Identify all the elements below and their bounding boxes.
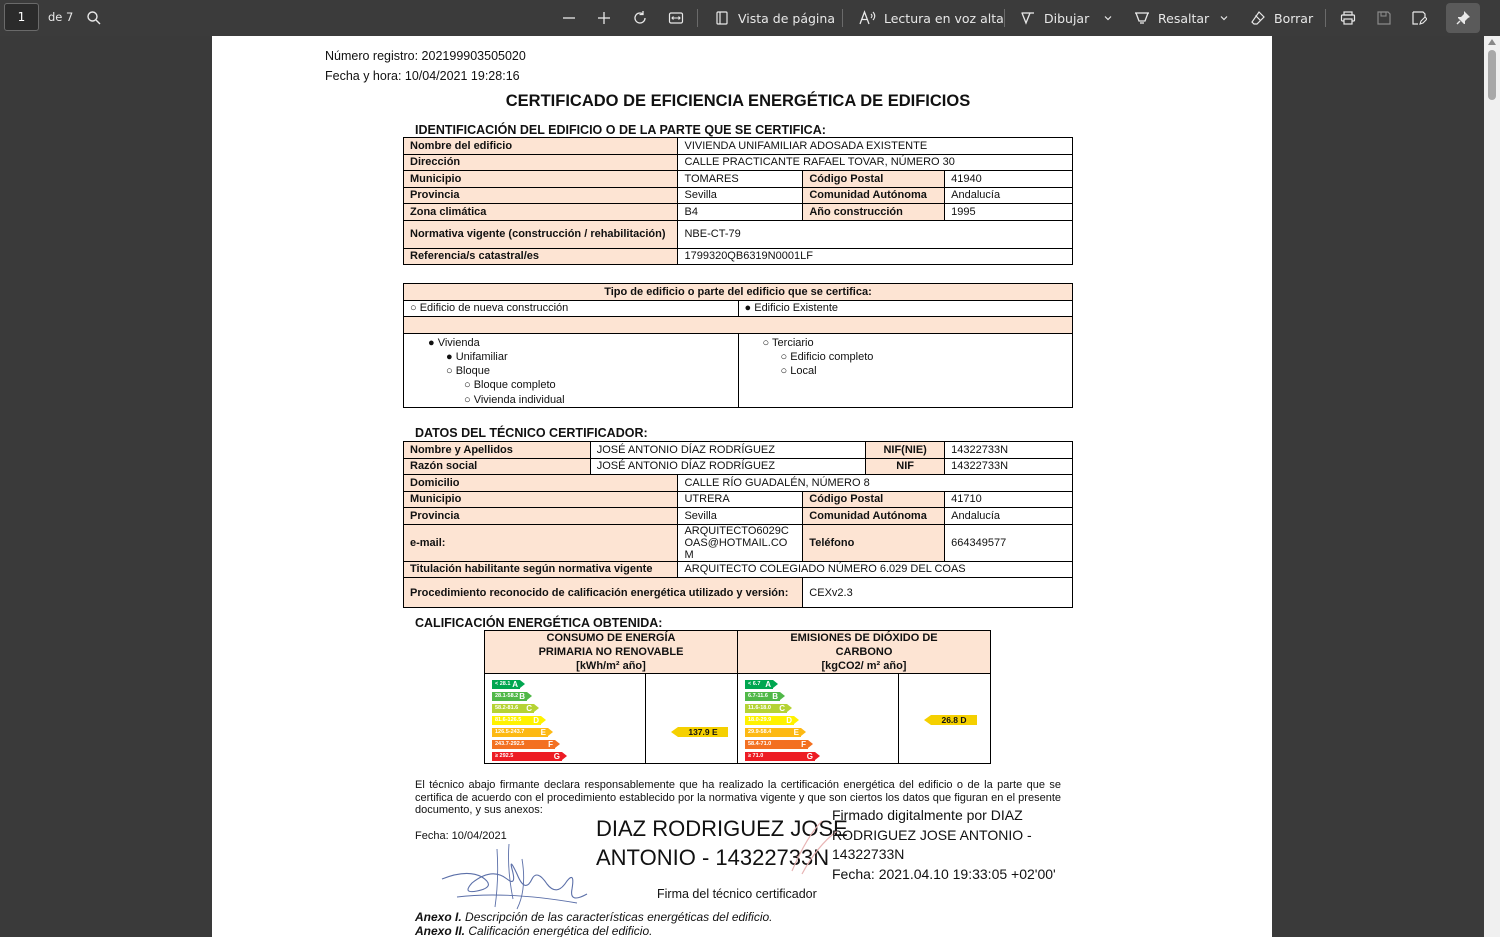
save-as-icon [1411, 10, 1427, 26]
cell-value: NBE-CT-79 [678, 220, 1073, 248]
zoom-in-button[interactable] [590, 3, 618, 33]
scale-bar [492, 740, 555, 749]
cell-value: JOSÉ ANTONIO DÍAZ RODRÍGUEZ [590, 458, 865, 475]
draw-button[interactable] [1014, 3, 1095, 33]
vertical-scrollbar[interactable] [1484, 36, 1500, 937]
cell-value: 14322733N [945, 442, 1073, 459]
scale-bar [492, 728, 548, 737]
fecha-firma: Fecha: 10/04/2021 [415, 830, 507, 842]
scale-range: 29.9-58.4 [748, 729, 772, 735]
eraser-icon [1250, 10, 1266, 26]
scale-letter: G [553, 751, 560, 761]
pen-icon [1020, 10, 1036, 26]
scale-range: 243.7-292.5 [495, 741, 525, 747]
consumo-header-line: [kWh/m² año] [576, 660, 646, 672]
cell-label: Provincia [404, 187, 678, 204]
anexo-text: Descripción de las características energéticas del edificio. [465, 910, 773, 924]
cell-value: 1995 [945, 204, 1073, 221]
firma-digital-line: 14322733N [832, 846, 905, 862]
scale-range: ≥ 292.5 [495, 753, 514, 759]
scale-tip [794, 716, 799, 724]
scale-letter: C [526, 703, 532, 713]
emisiones-scale [745, 678, 820, 762]
scale-row-g [745, 750, 820, 762]
cell-value: UTRERA [678, 491, 803, 508]
scale-letter: F [548, 739, 553, 749]
cell-label: Normativa vigente (construcción / rehabilitación) [404, 220, 678, 248]
calif-section-title: CALIFICACIÓN ENERGÉTICA OBTENIDA: [415, 616, 663, 630]
declaracion-text: El técnico abajo firmante declara responsablemente que ha realizado la certificación energética del edificio o de la parte que se certifica de acuerdo con el procedimiento establecido por la normativa vigente y que son ciertos los datos que figuran en el presente documento, y sus anexos: [415, 779, 1061, 816]
tecnico-section-title: DATOS DEL TÉCNICO CERTIFICADOR: [415, 426, 648, 440]
scale-range: 58.4-71.0 [748, 741, 772, 747]
scale-tip [801, 728, 806, 736]
scale-row-a [745, 678, 820, 690]
scale-letter: G [806, 751, 813, 761]
scale-letter: D [786, 715, 792, 725]
cell-label: Nombre y Apellidos [404, 442, 591, 459]
option-local: ○ Local [780, 365, 817, 378]
firma-digital-line: Firmado digitalmente por DIAZ [832, 807, 1023, 823]
option-terciario: ○ Terciario [762, 336, 814, 349]
scale-tip [787, 704, 792, 712]
rotate-button[interactable] [626, 3, 654, 33]
page-view-icon [714, 10, 730, 26]
consumo-scale [492, 678, 567, 762]
search-button[interactable] [80, 3, 108, 33]
scale-row-f [492, 738, 567, 750]
table-row [404, 171, 1073, 188]
scale-row-b [492, 690, 567, 702]
scale-row-a [492, 678, 567, 690]
highlight-button[interactable] [1128, 3, 1215, 33]
read-aloud-icon [858, 10, 876, 26]
scale-letter: E [793, 727, 799, 737]
toolbar-divider [842, 9, 843, 27]
scale-bar [745, 740, 808, 749]
cell-value: 41710 [945, 491, 1073, 508]
cell-label: Titulación habilitante según normativa vigente [404, 561, 678, 578]
page-view-label: Vista de página [738, 10, 835, 26]
table-row [404, 561, 1073, 578]
scale-range: 58.2-81.6 [495, 705, 519, 711]
scale-bar [492, 716, 541, 725]
cell-value: CALLE RÍO GUADALÉN, NÚMERO 8 [678, 475, 1073, 492]
fecha-hora: Fecha y hora: 10/04/2021 19:28:16 [325, 69, 520, 83]
pdf-toolbar [0, 0, 1500, 36]
table-row [404, 442, 1073, 459]
cell-label: NIF [866, 458, 945, 475]
cell-value: Sevilla [678, 187, 803, 204]
scale-letter: A [512, 679, 518, 689]
ident-section-title: IDENTIFICACIÓN DEL EDIFICIO O DE LA PARTE QUE SE CERTIFICA: [415, 123, 826, 137]
scale-range: ≥ 71.0 [748, 753, 764, 759]
scale-tip [780, 692, 785, 700]
fit-width-button[interactable] [662, 3, 690, 33]
toolbar-divider [697, 9, 698, 27]
emisiones-header-line: CARBONO [835, 646, 893, 658]
scale-tip [808, 740, 813, 748]
consumo-header-line: CONSUMO DE ENERGÍA [546, 632, 676, 644]
scale-bar [492, 704, 534, 713]
draw-options-button[interactable] [1097, 3, 1119, 33]
scale-row-d [745, 714, 820, 726]
fit-width-icon [668, 10, 684, 26]
anexo-label: Anexo II. [415, 924, 466, 937]
anexo-1 [415, 910, 773, 924]
printer-icon [1340, 10, 1356, 26]
scale-bar [745, 692, 780, 701]
scale-range: 18.0-29.9 [748, 717, 772, 723]
emisiones-header [738, 631, 991, 674]
rotate-icon [632, 10, 648, 26]
firma-nombre-line: ANTONIO - 14322733N [596, 845, 830, 870]
cell-label: Domicilio [404, 475, 678, 492]
emisiones-header-line: EMISIONES DE DIÓXIDO DE [790, 632, 938, 644]
emisiones-result-cell [899, 674, 991, 764]
cell-label: Procedimiento reconocido de calificación energética utilizado y versión: [404, 578, 803, 608]
scale-range: 6.7-11.6 [748, 693, 768, 699]
cell-label: Código Postal [803, 171, 945, 188]
scale-tip [548, 728, 553, 736]
scale-range: 81.6-126.5 [495, 717, 522, 723]
scale-tip [534, 704, 539, 712]
pin-toolbar-button[interactable] [1446, 3, 1480, 33]
table-row [404, 508, 1073, 525]
cell-label: Dirección [404, 154, 678, 171]
firma-nombre-line: DIAZ RODRIGUEZ JOSE [596, 816, 848, 841]
scale-tip [773, 680, 778, 688]
scale-bar [745, 716, 794, 725]
search-icon [86, 10, 102, 26]
scale-tip [527, 692, 532, 700]
table-row [404, 300, 1073, 317]
cell-value: Sevilla [678, 508, 803, 525]
scroll-up-arrow-icon[interactable] [1488, 39, 1496, 45]
cell-value: 41940 [945, 171, 1073, 188]
scale-bar [492, 752, 562, 761]
table-row [485, 674, 991, 764]
consumo-header-line: PRIMARIA NO RENOVABLE [538, 646, 684, 658]
option-nueva: ○ Edificio de nueva construcción [404, 300, 739, 317]
highlighter-icon [1134, 10, 1150, 26]
scale-row-c [492, 702, 567, 714]
highlight-options-button[interactable] [1213, 3, 1235, 33]
scale-letter: F [801, 739, 806, 749]
cell-label: Código Postal [803, 491, 945, 508]
scale-letter: B [772, 691, 778, 701]
scale-range: 126.5-243.7 [495, 729, 525, 735]
scale-letter: D [533, 715, 539, 725]
option-vivienda: ● Vivienda [428, 336, 480, 349]
toolbar-divider [1004, 9, 1005, 27]
scale-row-e [745, 726, 820, 738]
chevron-down-icon [1103, 13, 1113, 23]
scale-range: < 6.7 [748, 681, 761, 687]
table-row [404, 154, 1073, 171]
consumo-indicator: 137.9 E [678, 727, 728, 737]
cell-value: CEXv2.3 [803, 578, 1073, 608]
tipo-vivienda-cell [404, 333, 739, 407]
highlight-label: Resaltar [1158, 10, 1210, 26]
cell-label: Provincia [404, 508, 678, 525]
page-total: de 7 [48, 10, 74, 24]
cell-value: TOMARES [678, 171, 803, 188]
table-row [404, 138, 1073, 155]
zoom-out-button[interactable] [555, 3, 583, 33]
cell-value: 1799320QB6319N0001LF [678, 248, 1073, 265]
scale-bar [745, 728, 801, 737]
scrollbar-thumb[interactable] [1488, 50, 1496, 100]
pdf-page [212, 36, 1272, 937]
table-row [485, 631, 991, 674]
firma-digital-line: Fecha: 2021.04.10 19:33:05 +02'00' [832, 865, 1056, 882]
cell-label: Municipio [404, 491, 678, 508]
scale-tip [562, 752, 567, 760]
anexo-text: Calificación energética del edificio. [468, 924, 653, 937]
erase-label: Borrar [1274, 10, 1314, 26]
scale-letter: C [779, 703, 785, 713]
scale-letter: E [540, 727, 546, 737]
scale-bar [745, 704, 787, 713]
toolbar-divider [1325, 9, 1326, 27]
table-row [404, 204, 1073, 221]
page-title: CERTIFICADO DE EFICIENCIA ENERGÉTICA DE EDIFICIOS [505, 92, 971, 110]
anexo-label: Anexo I. [415, 910, 462, 924]
page-number-input[interactable]: 1 [4, 3, 39, 31]
pin-icon [1455, 10, 1471, 26]
cell-value: ARQUITECTO6029COAS@HOTMAIL.COM [678, 524, 803, 561]
chevron-down-icon [1219, 13, 1229, 23]
scale-range: 11.6-18.0 [748, 705, 771, 711]
tipo-header: Tipo de edificio o parte del edificio que se certifica: [404, 284, 1073, 301]
cell-label: NIF(NIE) [866, 442, 945, 459]
cell-label: Comunidad Autónoma [803, 187, 945, 204]
firma-digital-line: RODRIGUEZ JOSE ANTONIO - [832, 826, 1032, 843]
page-view-button[interactable] [708, 3, 841, 33]
table-row [404, 220, 1073, 248]
table-row [404, 578, 1073, 608]
firma-digital [832, 806, 1056, 884]
scale-row-b [745, 690, 820, 702]
scale-tip [541, 716, 546, 724]
firma-caption: Firma del técnico certificador [657, 887, 817, 901]
cell-label: Comunidad Autónoma [803, 508, 945, 525]
cell-label: Zona climática [404, 204, 678, 221]
scale-range: 28.1-58.2 [495, 693, 519, 699]
scale-letter: B [519, 691, 525, 701]
cell-label: e-mail: [404, 524, 678, 561]
consumo-scale-cell [485, 674, 646, 764]
scale-row-f [745, 738, 820, 750]
option-existente: ● Edificio Existente [738, 300, 1072, 317]
cell-value: CALLE PRACTICANTE RAFAEL TOVAR, NÚMERO 30 [678, 154, 1073, 171]
emisiones-header-line: [kgCO2/ m² año] [821, 660, 907, 672]
table-row [404, 187, 1073, 204]
cell-value: Andalucía [945, 187, 1073, 204]
scale-row-c [745, 702, 820, 714]
scale-range: < 28.1 [495, 681, 511, 687]
scale-tip [815, 752, 820, 760]
cell-label: Referencia/s catastral/es [404, 248, 678, 265]
draw-label: Dibujar [1044, 10, 1090, 26]
table-row [404, 458, 1073, 475]
table-row [404, 524, 1073, 561]
table-row [404, 284, 1073, 301]
read-aloud-button[interactable] [852, 3, 1010, 33]
emisiones-indicator: 26.8 D [931, 715, 977, 725]
scale-letter: A [765, 679, 771, 689]
ident-table [403, 137, 1073, 265]
cell-value: VIVIENDA UNIFAMILIAR ADOSADA EXISTENTE [678, 138, 1073, 155]
cell-value: B4 [678, 204, 803, 221]
consumo-result-cell [646, 674, 738, 764]
document-viewer[interactable] [0, 36, 1484, 937]
table-row [404, 317, 1073, 334]
anexo-2 [415, 924, 652, 937]
scale-row-g [492, 750, 567, 762]
calif-table [484, 630, 991, 764]
cell-value: ARQUITECTO COLEGIADO NÚMERO 6.029 DEL COAS [678, 561, 1073, 578]
scale-tip [520, 680, 525, 688]
cell-label: Razón social [404, 458, 591, 475]
scale-tip [555, 740, 560, 748]
cell-value: Andalucía [945, 508, 1073, 525]
scale-row-d [492, 714, 567, 726]
cell-label: Nombre del edificio [404, 138, 678, 155]
tipo-terciario-cell [738, 333, 1072, 407]
emisiones-scale-cell [738, 674, 899, 764]
save-as-button[interactable] [1405, 3, 1433, 33]
option-edificio-completo: ○ Edificio completo [780, 350, 874, 363]
tipo-edificio-table [403, 283, 1073, 408]
registro-number: Número registro: 202199903505020 [325, 49, 526, 63]
erase-button[interactable] [1244, 3, 1319, 33]
plus-icon [596, 10, 612, 26]
cell-label: Año construcción [803, 204, 945, 221]
option-bloque: ○ Bloque [446, 365, 490, 378]
tecnico-table [403, 441, 1073, 608]
scale-bar [745, 680, 773, 689]
tipo-spacer [404, 317, 1073, 334]
save-button[interactable] [1370, 3, 1398, 33]
scale-bar [492, 692, 527, 701]
cell-value: 664349577 [945, 524, 1073, 561]
cell-value: 14322733N [945, 458, 1073, 475]
scale-bar [745, 752, 815, 761]
scale-bar [492, 680, 520, 689]
minus-icon [561, 10, 577, 26]
table-row [404, 491, 1073, 508]
handwritten-signature [437, 839, 597, 914]
scale-row-e [492, 726, 567, 738]
option-vivienda-individual: ○ Vivienda individual [464, 393, 565, 406]
cell-value: JOSÉ ANTONIO DÍAZ RODRÍGUEZ [590, 442, 865, 459]
print-button[interactable] [1334, 3, 1362, 33]
cell-label: Municipio [404, 171, 678, 188]
option-bloque-completo: ○ Bloque completo [464, 379, 556, 392]
consumo-header [485, 631, 738, 674]
read-aloud-label: Lectura en voz alta [884, 10, 1004, 26]
table-row [404, 248, 1073, 265]
table-row [404, 333, 1073, 407]
table-row [404, 475, 1073, 492]
cell-label: Teléfono [803, 524, 945, 561]
save-icon [1376, 10, 1392, 26]
option-unifamiliar: ● Unifamiliar [446, 350, 508, 363]
